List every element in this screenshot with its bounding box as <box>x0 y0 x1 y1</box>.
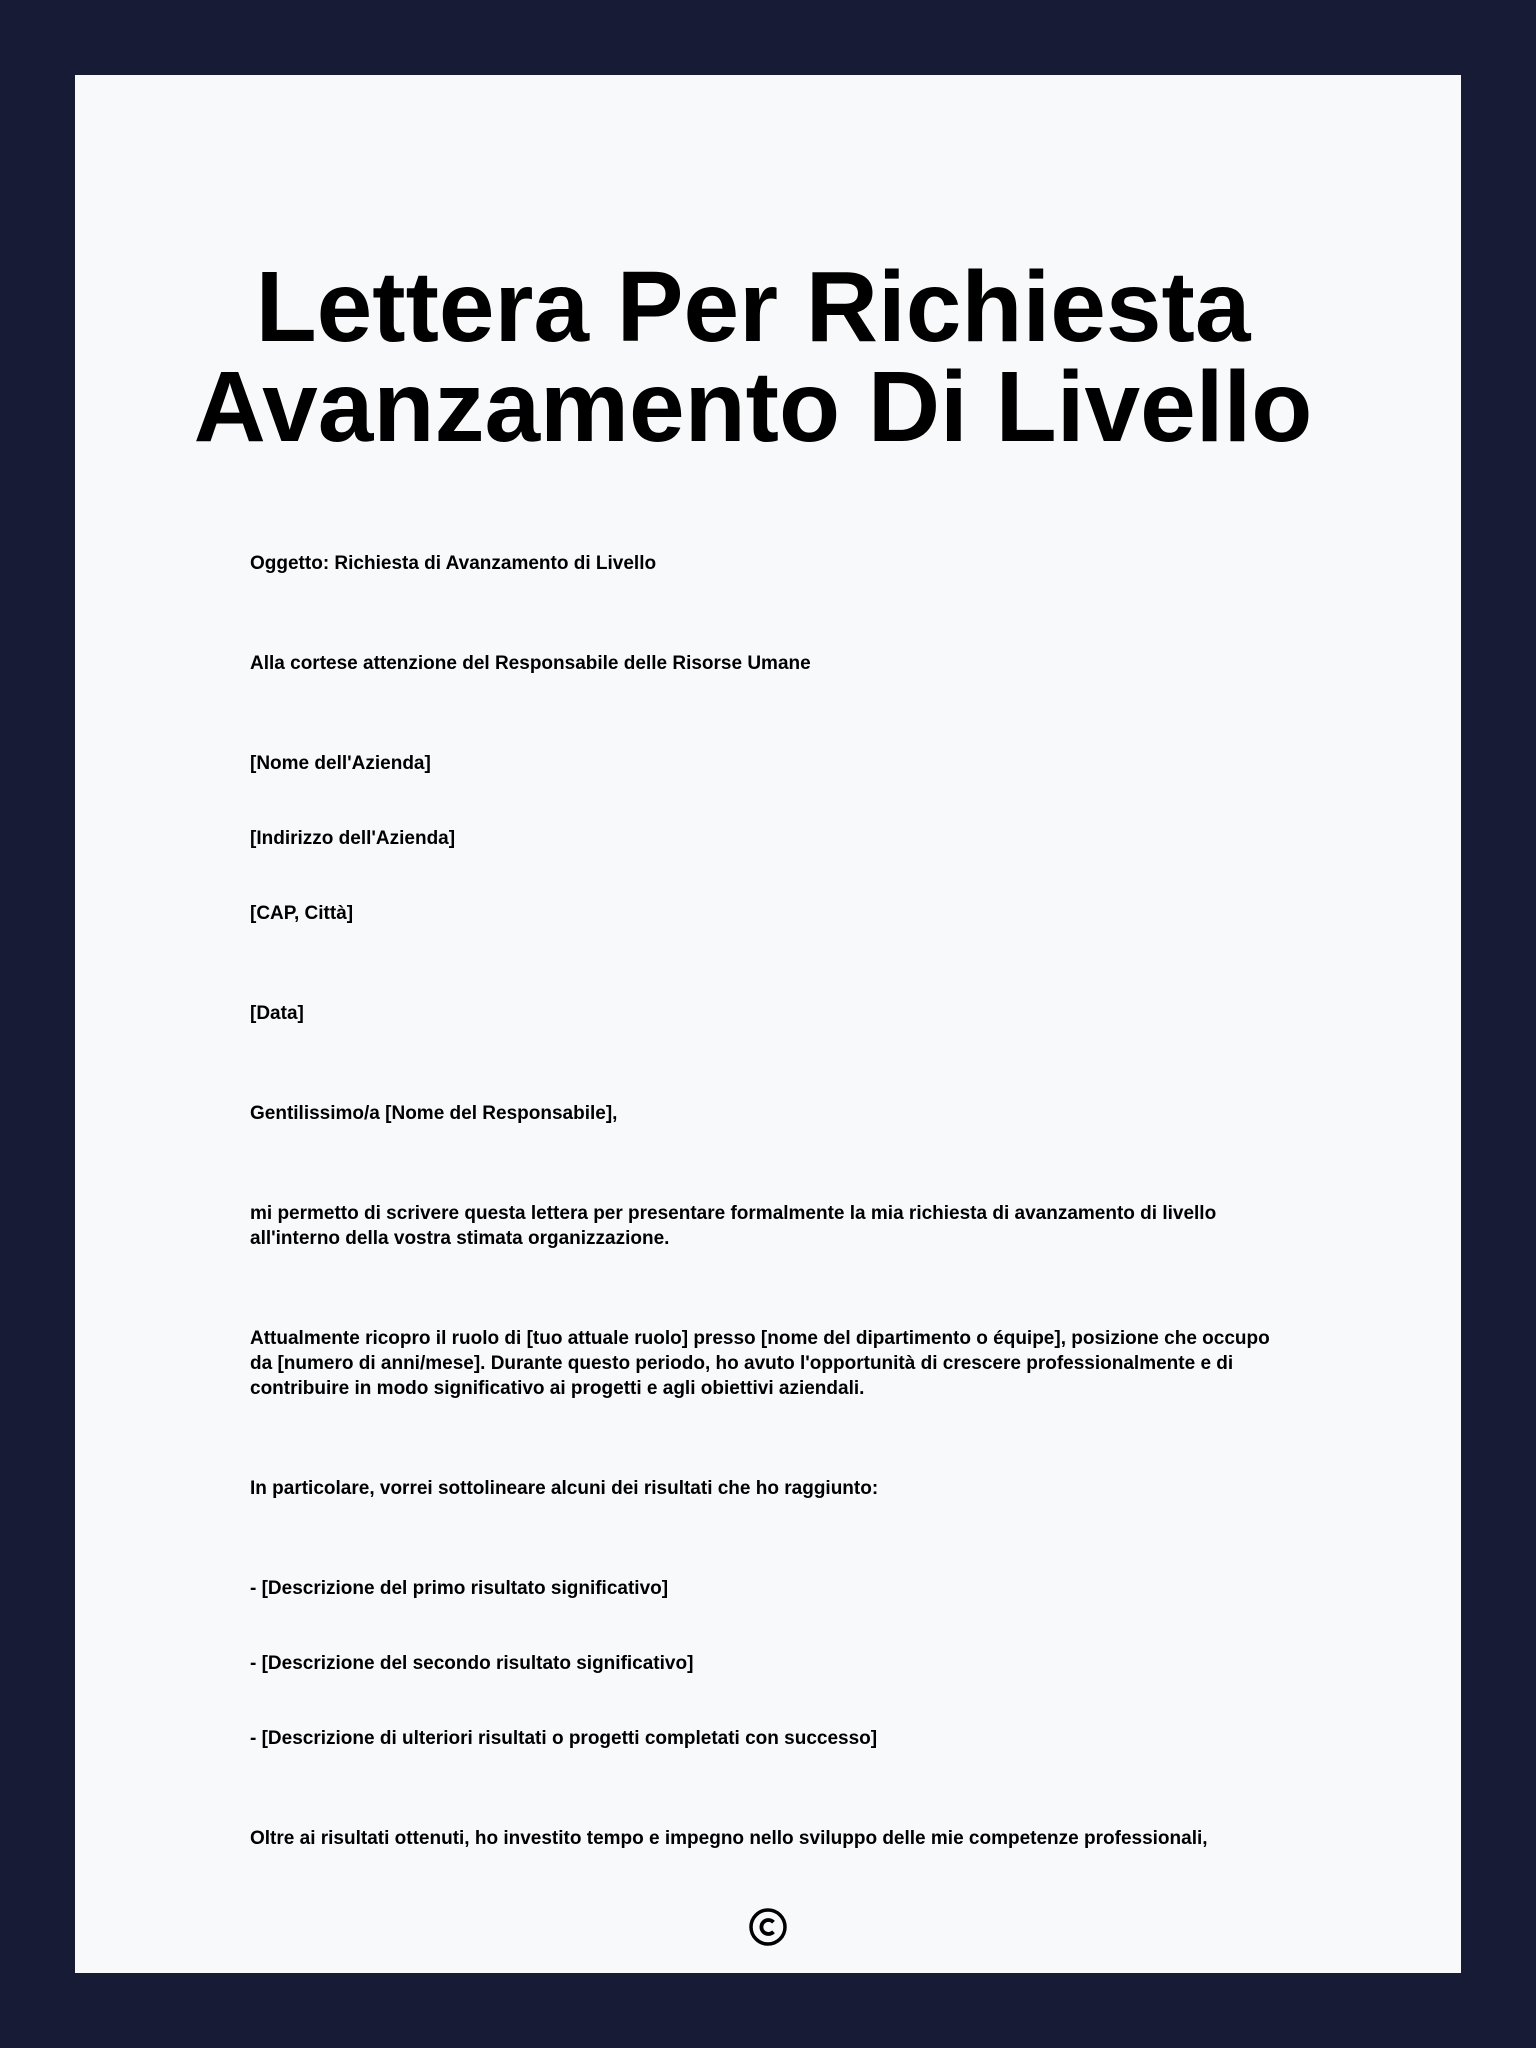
document-page <box>75 75 1461 1973</box>
result-item-1: - [Descrizione del primo risultato significativo] <box>250 1578 669 1599</box>
company-name: [Nome dell'Azienda] <box>250 753 431 774</box>
copyright-icon <box>748 1907 788 1947</box>
recipient-line: Alla cortese attenzione del Responsabile delle Risorse Umane <box>250 653 811 674</box>
result-item-3: - [Descrizione di ulteriori risultati o progetti completati con successo] <box>250 1728 878 1749</box>
title-line-1: Lettera Per Richiesta <box>255 251 1251 363</box>
subject-line: Oggetto: Richiesta di Avanzamento di Livello <box>250 553 657 574</box>
salutation: Gentilissimo/a [Nome del Responsabile], <box>250 1103 618 1124</box>
results-intro: In particolare, vorrei sottolineare alcuni dei risultati che ho raggiunto: <box>250 1478 879 1499</box>
company-address: [Indirizzo dell'Azienda] <box>250 828 456 849</box>
current-role-paragraph: Attualmente ricopro il ruolo di [tuo attuale ruolo] presso [nome del dipartimento o équipe], posizione che occupo da [numero di anni/mese]. Durante questo periodo, ho avuto l'opportunità di crescere professionalmente e di contribuire in modo significativo ai progetti e agli obiettivi aziendali. <box>250 1328 1270 1399</box>
letter-body <box>250 551 1286 1901</box>
page-title <box>140 251 1366 463</box>
intro-paragraph: mi permetto di scrivere questa lettera per presentare formalmente la mia richiesta di avanzamento di livello all'interno della vostra stimata organizzazione. <box>250 1203 1217 1249</box>
letter-date: [Data] <box>250 1003 304 1024</box>
result-item-2: - [Descrizione del secondo risultato significativo] <box>250 1653 694 1674</box>
title-line-2: Avanzamento Di Livello <box>193 351 1313 463</box>
company-city: [CAP, Città] <box>250 903 354 924</box>
skills-paragraph: Oltre ai risultati ottenuti, ho investito tempo e impegno nello sviluppo delle mie competenze professionali, <box>250 1828 1208 1849</box>
